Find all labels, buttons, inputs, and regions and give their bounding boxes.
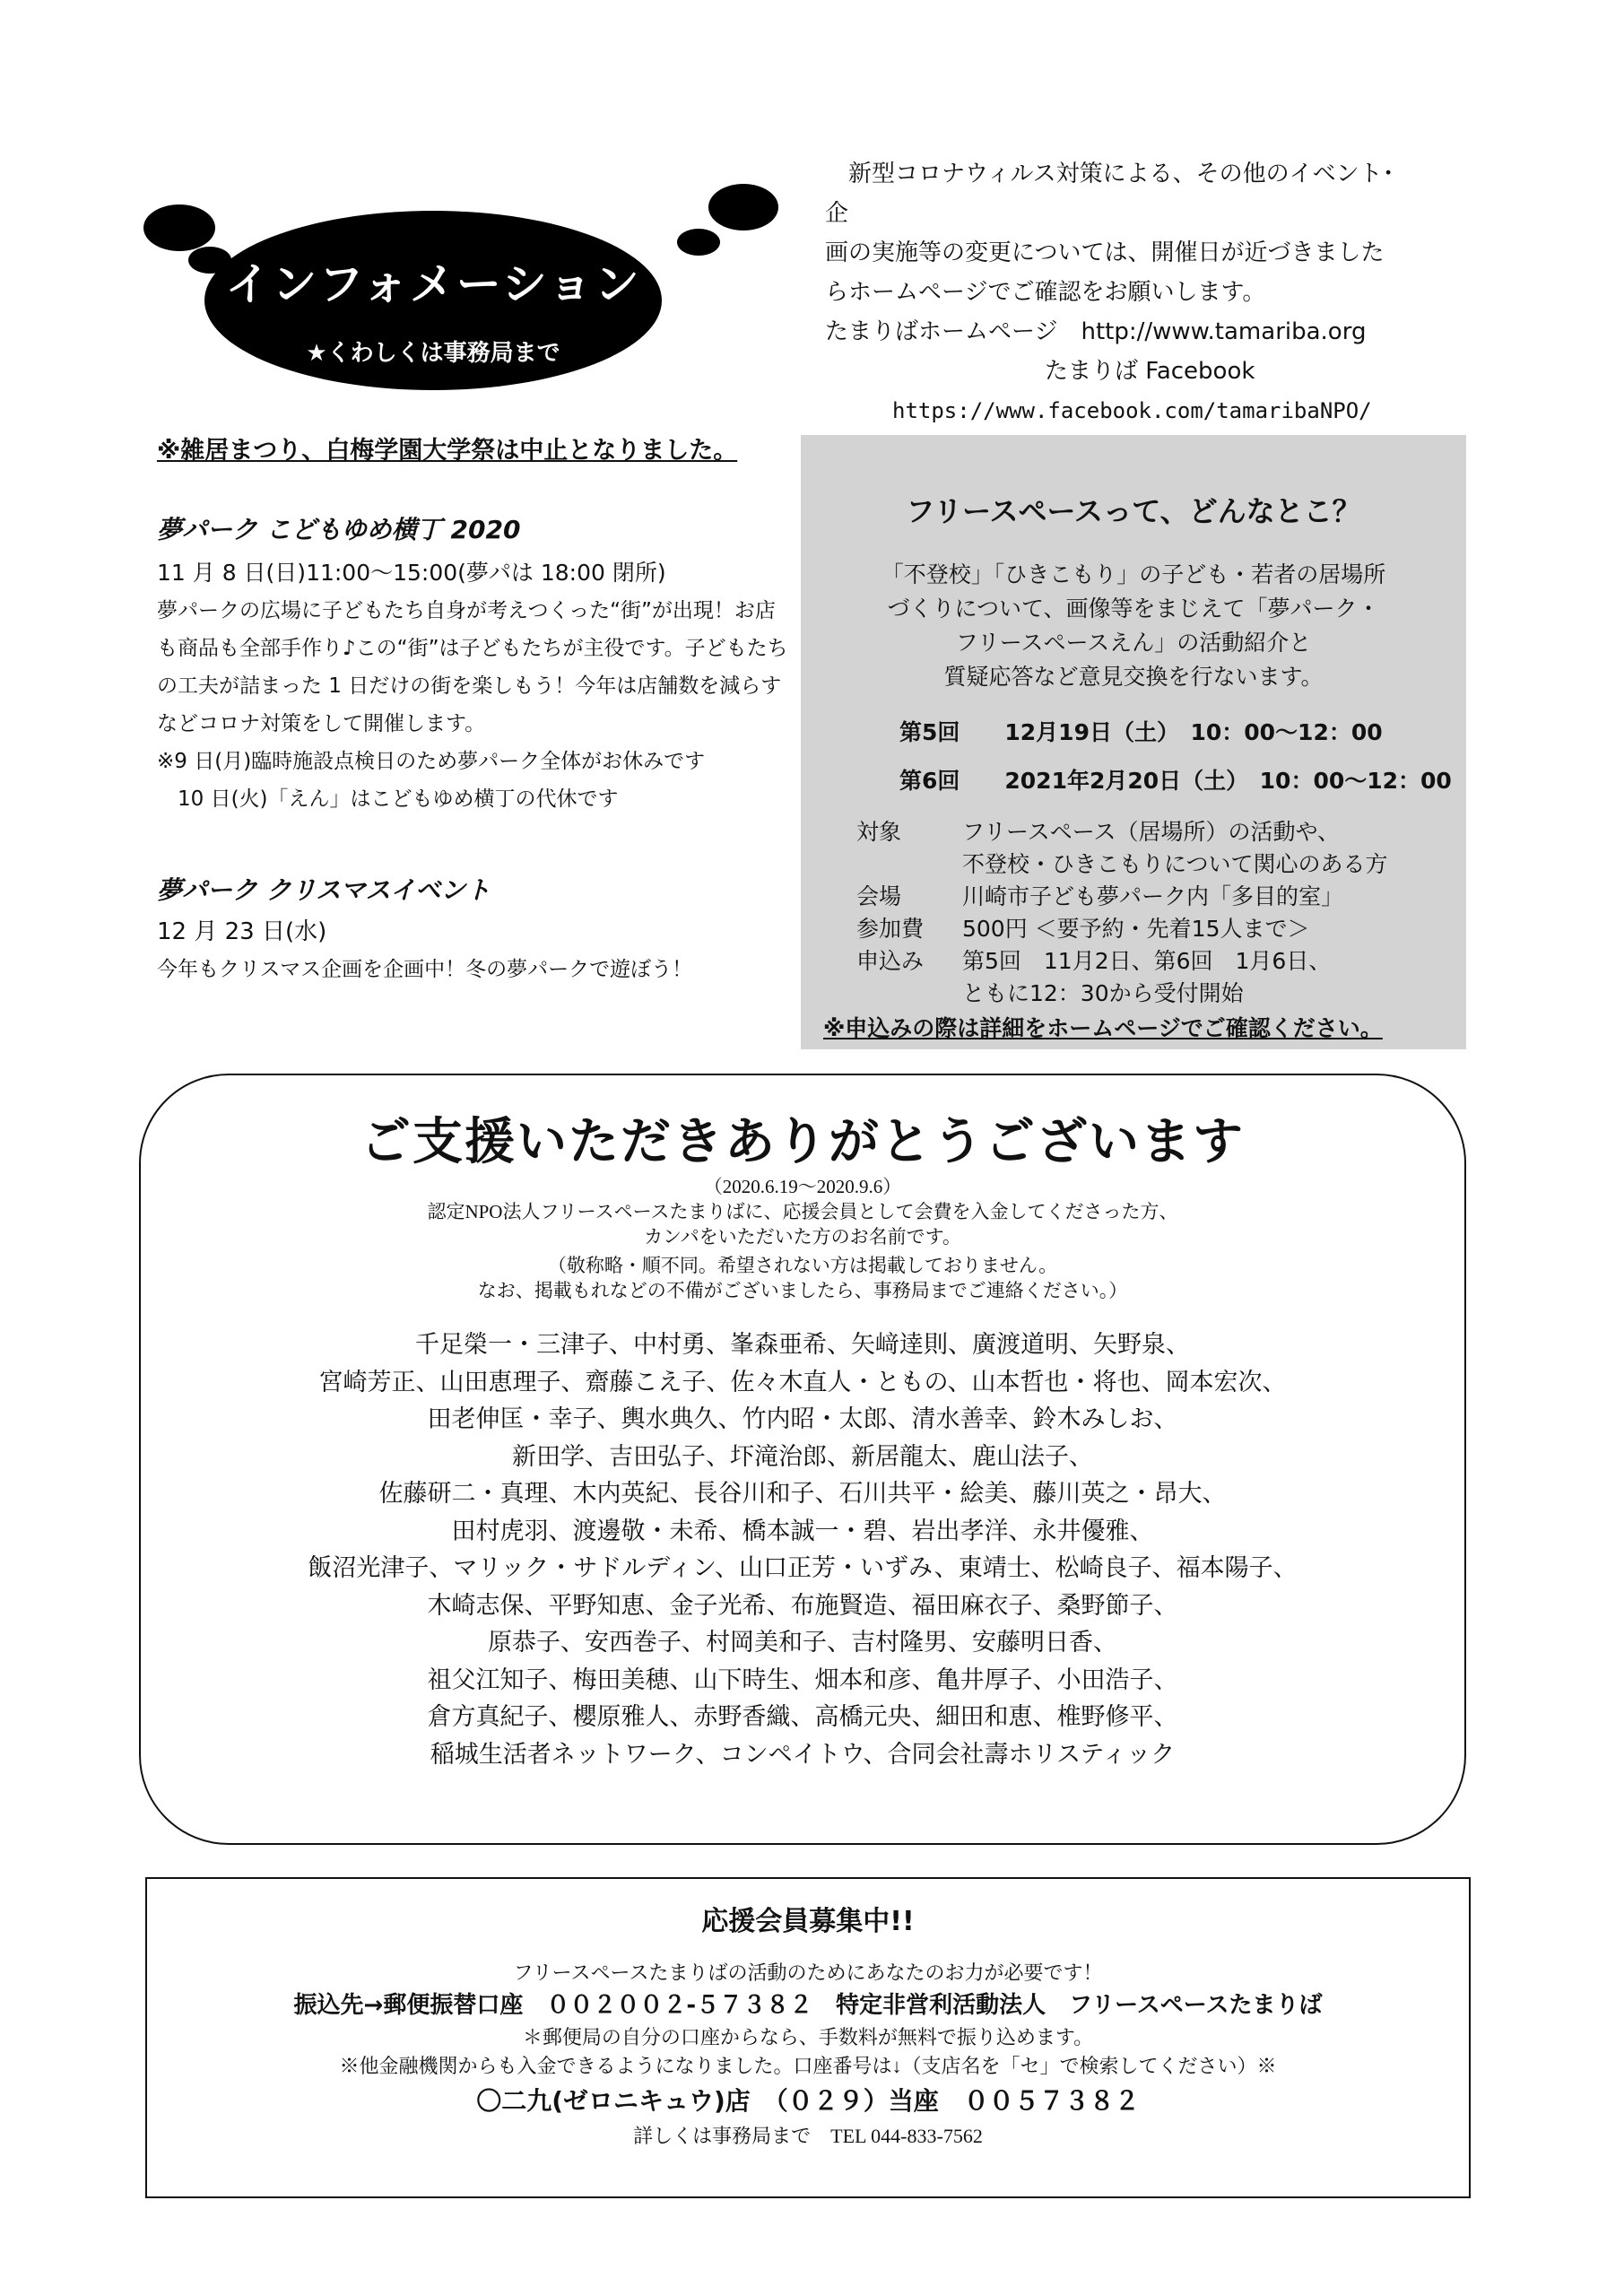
detail-value: 川崎市子ども夢パーク内「多目的室」 [962, 883, 1344, 909]
member-line: ※他金融機関からも入金できるようになりました。口座番号は↓（支店名を「セ」で検索してください）※ [339, 2055, 1277, 2077]
thanks-title: ご支援いただきありがとうございます [360, 1113, 1245, 1171]
note-line: 10 日(火)「えん」はこどもゆめ横丁の代休です [157, 787, 619, 811]
names-line: 新田学、吉田弘子、圷滝治郎、新居龍太、鹿山法子、 [512, 1442, 1093, 1470]
detail-label: 申込み [856, 948, 925, 974]
decor-bubble-right-small [677, 229, 720, 256]
member-account-line: 振込先→郵便振替口座 ００２００２-５７３８２ 特定非営利活動法人 フリースペースたまりば [293, 1992, 1323, 2019]
body-line: などコロナ対策をして開催します。 [157, 712, 486, 735]
freespace-info-box [801, 435, 1466, 1049]
thanks-desc-line: 認定NPO法人フリースペースたまりばに、応援会員として会費を入金してくださった方、 [427, 1201, 1178, 1222]
session-5: 第5回 12月19日（土） 10：00～12：00 [899, 719, 1383, 745]
body-line: も商品も全部手作り♪この“街”は子どもたちが主役です。子どもたち [157, 637, 788, 660]
freespace-intro [801, 558, 1466, 694]
member-bank-line: 〇二九(ゼロニキュウ)店 （０２９）当座 ００５７３８２ [476, 2086, 1140, 2116]
member-title: 応援会員募集中!! [701, 1906, 915, 1937]
note-line: ※9 日(月)臨時施設点検日のため夢パーク全体がお休みです [157, 750, 706, 773]
names-line: 宮崎芳正、山田恵理子、齋藤こえ子、佐々木直人・ともの、山本哲也・将也、岡本宏次、 [318, 1368, 1287, 1396]
detail-value: フリースペース（居場所）の活動や、 [962, 819, 1341, 845]
intro-line: フリースペースえん」の活動紹介と [955, 630, 1312, 656]
detail-label: 対象 [856, 819, 902, 845]
names-line: 佐藤研二・真理、木内英紀、長谷川和子、石川共平・絵美、藤川英之・昂大、 [378, 1480, 1227, 1507]
detail-label: 会場 [856, 883, 902, 909]
detail-label: 参加費 [856, 916, 925, 942]
member-line: フリースペースたまりばの活動のためにあなたのお力が必要です！ [513, 1961, 1103, 1984]
homepage-link[interactable]: たまりばホームページ http://www.tamariba.org [825, 318, 1367, 345]
names-line: 木崎志保、平野知恵、金子光希、布施賢造、福田麻衣子、桑野節子、 [427, 1591, 1178, 1619]
notice-line: 画の実施等の変更については、開催日が近づきました [825, 239, 1385, 266]
names-line: 祖父江知子、梅田美穂、山下時生、畑本和彦、亀井厚子、小田浩子、 [427, 1665, 1178, 1693]
intro-line: 質疑応答など意見交換を行ないます。 [943, 664, 1324, 690]
names-line: 稲城生活者ネットワーク、コンペイトウ、合同会社壽ホリスティック [430, 1740, 1176, 1768]
names-line: 田老伸匡・幸子、輿水典久、竹内昭・太郎、清水善幸、鈴木みしお、 [427, 1405, 1178, 1432]
intro-line: づくりについて、画像等をまじえて「夢パーク・ [887, 596, 1380, 622]
body-line: の工夫が詰まった 1 日だけの街を楽しもう！今年は店舗数を減らす [157, 674, 782, 698]
member-contact-line: 詳しくは事務局まで TEL 044-833-7562 [633, 2125, 983, 2147]
facebook-label: たまりば Facebook [1045, 358, 1255, 385]
thanks-desc-line: なお、掲載もれなどの不備がございましたら、事務局までご連絡ください。） [477, 1280, 1128, 1301]
thanks-box [139, 1074, 1466, 1845]
freespace-title: フリースペースって、どんなとこ？ [906, 494, 1361, 528]
intro-line: 「不登校」「ひきこもり」の子ども・若者の居場所 [881, 561, 1386, 587]
names-line: 千足榮一・三津子、中村勇、峯森亜希、矢﨑逹則、廣渡道明、矢野泉、 [415, 1331, 1190, 1358]
info-header-oval [204, 211, 662, 390]
body-line: 夢パークの広場に子どもたち自身が考えつくった“街”が出現！お店 [157, 599, 776, 622]
event-yumeyokocho-date: 11 月 8 日(日)11:00～15:00(夢パは 18:00 閉所) [157, 560, 666, 586]
detail-value: 第5回 11月2日、第6回 1月6日、 [962, 948, 1332, 974]
decor-bubble-left-large [143, 204, 215, 251]
event-christmas-title: 夢パーク クリスマスイベント [157, 875, 491, 905]
session-6: 第6回 2021年2月20日（土） 10：00～12：00 [899, 768, 1452, 794]
supporter-names [141, 1326, 1464, 1773]
decor-bubble-right-large [708, 184, 778, 230]
details-list [856, 816, 1448, 1022]
event-christmas-date: 12 月 23 日(水) [157, 918, 327, 945]
names-line: 倉方真紀子、櫻原雅人、赤野香織、高橋元央、細田和恵、椎野修平、 [427, 1703, 1178, 1730]
thanks-desc-line: カンパをいただいた方のお名前です。 [644, 1226, 961, 1248]
detail-value: 不登校・ひきこもりについて関心のある方 [962, 851, 1388, 877]
detail-value: ともに12：30から受付開始 [962, 980, 1244, 1006]
detail-value: 500円 ＜要予約・先着15人まで＞ [962, 916, 1310, 942]
member-line: ＊郵便局の自分の口座からなら、手数料が無料で振り込めます。 [522, 2026, 1094, 2048]
notice-line: 新型コロナウィルス対策による、その他のイベント･企 [825, 161, 1394, 227]
event-yumeyokocho-body [157, 592, 788, 818]
facebook-link[interactable]: https://www.facebook.com/tamaribaNPO/ [892, 398, 1372, 423]
member-recruit-box [145, 1877, 1471, 2198]
event-christmas-body: 今年もクリスマス企画を企画中！冬の夢パークで遊ぼう！ [157, 958, 693, 981]
info-title: インフォメーション [225, 258, 641, 310]
thanks-desc-line: （敬称略・順不同。希望されない方は掲載しておりません。 [547, 1255, 1058, 1276]
names-line: 飯沼光津子、マリック・サドルディン、山口正芳・いずみ、東靖士、松崎良子、福本陽子、 [308, 1554, 1298, 1581]
cancel-notice: ※雑居まつり、白梅学園大学祭は中止となりました。 [157, 437, 738, 465]
corona-notice [825, 154, 1417, 430]
freespace-footer-note: ※申込みの際は詳細をホームページでご確認ください。 [823, 1015, 1383, 1041]
names-line: 田村虎羽、渡邊敬・未希、橋本誠一・碧、岩出孝洋、永井優雅、 [451, 1517, 1154, 1544]
names-line: 原恭子、安西巻子、村岡美和子、吉村隆男、安藤明日香、 [488, 1629, 1117, 1656]
thanks-period: （2020.6.19～2020.9.6） [703, 1176, 902, 1197]
event-yumeyokocho-title: 夢パーク こどもゆめ横丁 2020 [157, 515, 521, 544]
info-subtitle: ★くわしくは事務局まで [306, 340, 560, 367]
notice-line: らホームページでご確認をお願いします。 [825, 279, 1266, 306]
